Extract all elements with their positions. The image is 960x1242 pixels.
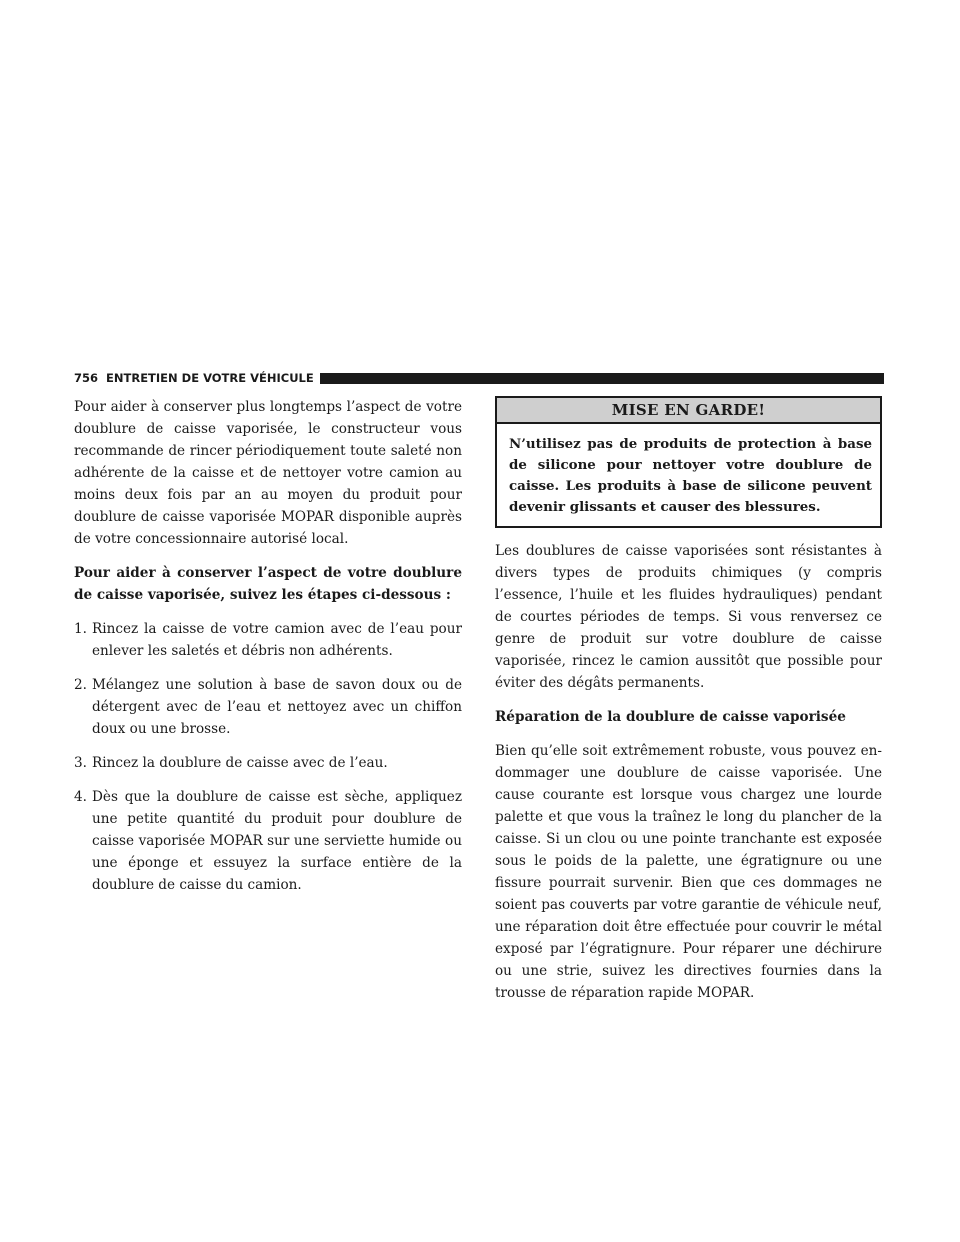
chemicals-paragraph: Les doublures de caisse vaporisées sont résistantes à divers types de produits chimiques (y compris l’essence, l’huile et les fluides hydrauliques) pendant de courtes périodes de temps. Si vous renversez ce genre de produit sur votre doublure de caisse vaporisée, rincez le camion aussitôt que possible pour éviter des dégâts permanents. [495,543,882,691]
warning-box [495,396,882,528]
step-text: Mélangez une solution à base de savon doux ou de détergent avec de l’eau et nettoyez avec un chiffon doux ou une brosse. [92,677,462,737]
step-number: 4. [74,789,87,805]
step-text: Rincez la doublure de caisse avec de l’eau. [92,755,388,771]
page-number: 756 [74,371,99,385]
repair-heading: Réparation de la doublure de caisse vaporisée [495,709,846,725]
page-header [74,370,884,386]
step-text: Rincez la caisse de votre camion avec de l’eau pour enlever les saletés et débris non adhérents. [92,621,462,659]
warning-text: N’utilisez pas de produits de protection à base de silicone pour nettoyer votre doublure de caisse. Les produits à base de silicone peuvent devenir glissants et causer des blessures. [509,436,872,515]
steps-list [74,618,462,896]
list-item [74,786,462,896]
list-item [74,752,462,774]
step-text: Dès que la doublure de caisse est sèche, appliquez une petite quantité du produit pour doublure de caisse vaporisée MOPAR sur une serviette humide ou une éponge et essuyez la surface entière de la doublure de caisse du camion. [92,789,462,893]
step-number: 2. [74,677,87,693]
repair-paragraph: Bien qu’elle soit extrêmement robuste, vous pouvez endommager une doublure de caisse vaporisée. Une cause courante est lorsque vous chargez une lourde palette et que vous la traînez le long du plancher de la caisse. Si un clou ou une pointe tranchante est exposée sous le poids de la palette, une égratignure ou une fissure pourrait survenir. Bien que ces dommages ne soient pas couverts par votre garantie de véhicule neuf, une réparation doit être effectuée pour couvrir le métal exposé par l’égratignure. Pour réparer une déchirure ou une strie, suivez les directives fournies dans la trousse de réparation rapide MOPAR. [495,743,882,1001]
left-column [74,396,462,908]
right-column [495,396,882,1016]
step-number: 3. [74,755,87,771]
header-rule [320,373,884,384]
section-title: ENTRETIEN DE VOTRE VÉHICULE [106,371,314,385]
warning-title: MISE EN GARDE! [497,398,880,424]
steps-heading: Pour aider à conserver l’aspect de votre doublure de caisse vaporisée, suivez les étapes ci-dessous : [74,565,462,603]
list-item [74,618,462,662]
step-number: 1. [74,621,87,637]
intro-paragraph: Pour aider à conserver plus longtemps l’aspect de votre doublure de caisse vaporisée, le constructeur vous recommande de rincer périodiquement toute saleté non adhérente de la caisse et de nettoyer votre camion au moins deux fois par an au moyen du produit pour doublure de caisse vaporisée MOPAR disponible auprès de votre concessionnaire autorisé local. [74,399,462,547]
list-item [74,674,462,740]
